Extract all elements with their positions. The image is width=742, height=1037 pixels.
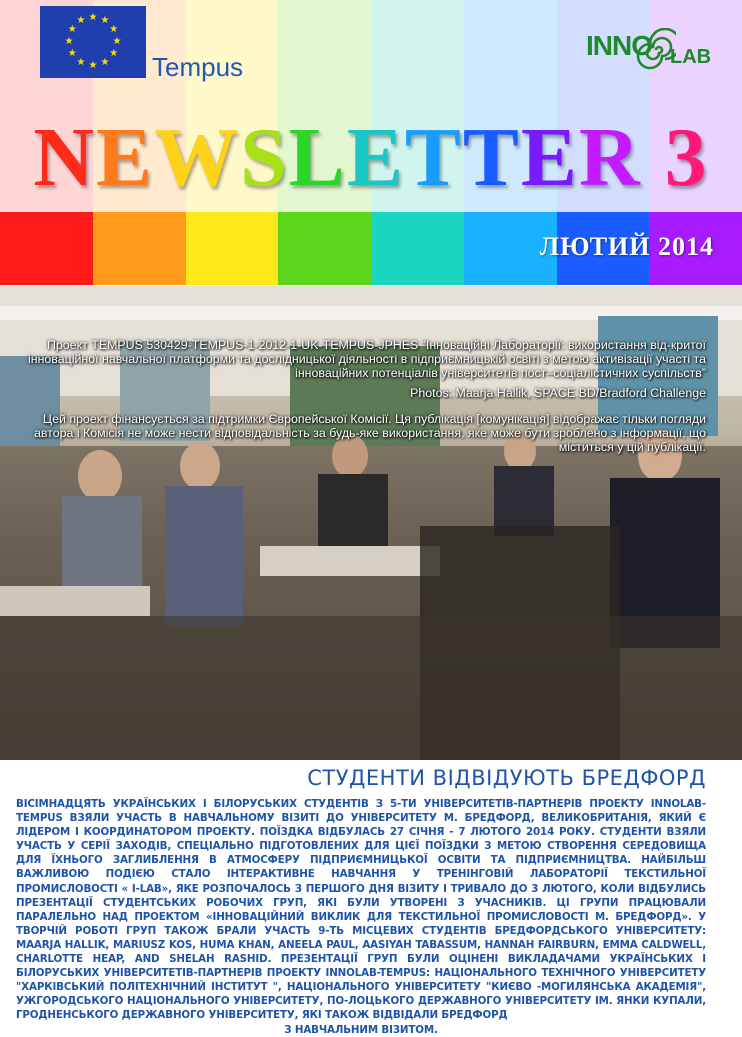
rainbow-stripe-band: [0, 212, 93, 285]
issue-date: ЛЮТИЙ 2014: [539, 232, 714, 261]
innolab-logo-inno: INNO: [586, 30, 652, 61]
title-letter: R: [578, 111, 642, 204]
innolab-logo: [586, 28, 716, 76]
title-letter: T: [404, 111, 463, 204]
eu-star-icon: ★: [88, 12, 98, 23]
rainbow-stripe-band: [186, 212, 279, 285]
eu-star-icon: ★: [100, 15, 110, 27]
person: [165, 486, 243, 626]
eu-star-icon: ★: [88, 60, 98, 71]
eu-star-icon: ★: [76, 56, 86, 68]
tempus-label: Tempus: [152, 52, 244, 82]
rainbow-stripe-band: [278, 212, 371, 285]
title-letter: E: [346, 111, 405, 204]
title-letter: S: [240, 111, 289, 204]
eu-star-icon: ★: [76, 15, 86, 27]
photo-credits: Photos: Maarja Hallik, SPACE BD/Bradford Challenge: [410, 386, 706, 400]
eu-star-icon: ★: [64, 36, 74, 47]
title-letter: E: [96, 111, 155, 204]
title-letter: 3: [664, 111, 709, 204]
title-letter: N: [33, 111, 97, 204]
title-letter: E: [520, 111, 579, 204]
article-title: СТУДЕНТИ ВІДВІДУЮТЬ БРЕДФОРД: [307, 766, 706, 790]
photo-shadow-overlay: [0, 616, 742, 760]
title-letter: W: [154, 111, 241, 204]
eu-star-icon: ★: [100, 56, 110, 68]
person: [78, 450, 122, 502]
eu-star-icon: ★: [109, 24, 119, 35]
person: [318, 474, 388, 554]
project-caption: Проект TEMPUS 530429-TEMPUS-1-2012-1-UK-TEMPUS-JPHES “Інноваційні Лабораторії: використання від-критої інноваційної навчальної платформи та дослідницької діяльності в підприємницькій освіті з метою активізації участі та інноваційних потенціалів університетів пост–соціалістичних суспільств”: [27, 338, 706, 380]
title-letter: [642, 111, 665, 204]
rainbow-stripe-band: [371, 212, 464, 285]
person: [494, 466, 554, 536]
newsletter-title: [0, 110, 742, 205]
article-paragraph: ВІСІМНАДЦЯТЬ УКРАЇНСЬКИХ І БІЛОРУСЬКИХ СТУДЕНТІВ З 5-ТИ УНІВЕРСИТЕТІВ-ПАРТНЕРІВ ПРОЕКТУ INNOLAB-TEMPUS ВЗЯЛИ УЧАСТЬ В НАВЧАЛЬНОМУ ВІЗИТІ ДО УНІВЕРСИТЕТУ М. БРЕДФОРД, ВЕЛИКОБРИТАНІЯ, ЯКИЙ Є ЛІДЕРОМ І КООРДИНАТОРОМ ПРОЕКТУ. ПОЇЗДКА ВІДБУЛАСЬ 27 СІЧНЯ - 7 ЛЮТОГО 2014 РОКУ. СТУДЕНТИ ВЗЯЛИ УЧАСТЬ У СЕРІЇ ЗАХОДІВ, СПЕЦІАЛЬНО ПІДГОТОВЛЕНИХ ДЛЯ ЦІЄЇ ПОЇЗДКИ З МЕТОЮ СТВОРЕННЯ СЕРЕДОВИЩА ДЛЯ ЇХНЬОГО ЗАГЛИБЛЕННЯ В АТМОСФЕРУ ПІДПРИЄМНИЦЬКОЇ ОСВІТИ ТА ПІДПРИЄМНИЦТВА. НАЙБІЛЬШ ВАЖЛИВОЮ ПОДІЄЮ СТАЛО ІНТЕРАКТИВНЕ НАВЧАННЯ У ТРЕНІНГОВІЙ ЛАБОРАТОРІЇ ТЕКСТИЛЬНОЇ ПРОМИСЛОВОСТІ « I-LAB», ЯКЕ РОЗПОЧАЛОСЬ З ПЕРШОГО ДНЯ ВІЗИТУ І ТРИВАЛО ДО 3 ЛЮТОГО, КОЛИ ВІДБУЛИСЬ ПРЕЗЕНТАЦІЇ СТУДЕНТСЬКИХ РОБОЧИХ ГРУП, ЯКІ БУЛИ УТВОРЕНІ З УЧАСНИКІВ. ЦІ ГРУПИ ПРАЦЮВАЛИ ПАРАЛЕЛЬНО НАД ПРОЕКТОМ «ІННОВАЦІЙНИЙ ВИКЛИК ДЛЯ ТЕКСТИЛЬНОЇ ПРОМИСЛОВОСТІ М. БРЕДФОРД». У ТВОРЧІЙ РОБОТІ ГРУП ТАКОЖ БРАЛИ УЧАСТЬ 9-ТЬ МІСЦЕВИХ СТУДЕНТІВ БРЕДФОРДСЬКОГО УНІВЕРСИТЕТУ: MAARJA HALLIK, MARIUSZ KOS, HUMA KHAN, ANEELA PAUL, AASIYAH TABASSUM, HANNAH FAIRBURN, EMMA CALDWELL, CHARLOTTE HEAP, AND SHELAH RASHID. ПРЕЗЕНТАЦІЇ ГРУП БУЛИ ОЦІНЕНІ ВИКЛАДАЧАМИ УКРАЇНСЬКИХ І БІЛОРУСЬКИХ УНІВЕРСИТЕТІВ-ПАРТНЕРІВ ПРОЕКТУ INNOLAB-TEMPUS: НАЦІОНАЛЬНОГО ТЕХНІЧНОГО УНІВЕРСИТЕТУ "ХАРКІВСЬКИЙ ПОЛІТЕХНІЧНИЙ ІНСТИТУТ ", НАЦІОНАЛЬНОГО УНІВЕРСИТЕТУ "КИЄВО -МОГИЛЯНСЬКА АКАДЕМІЯ", УЖГОРОДСЬКОГО НАЦІОНАЛЬНОГО УНІВЕРСИТЕТУ, ПО-ЛОЦЬКОГО ДЕРЖАВНОГО УНІВЕРСИТЕТУ ІМ. ЯНКИ КУПАЛИ, ГРОДНЕНСЬКОГО ДЕРЖАВНОГО УНІВЕРСИТЕТУ, ЯКІ ТАКОЖ ВІДВІДАЛИ БРЕДФОРД: [16, 798, 706, 1022]
title-letter: L: [288, 111, 347, 204]
title-letter: T: [462, 111, 521, 204]
table: [260, 546, 440, 576]
eu-disclaimer: Цей проект фінансується за підтримки Європейської Комісії. Ця публікація [комунікація] відображає тільки погляди автора і Комісія не може нести відповідальність за будь-яке використання, яке може бути зроблено з інформації, що міститься у цій публікації.: [33, 412, 706, 454]
table: [0, 586, 150, 616]
eu-star-icon: ★: [67, 48, 77, 59]
rainbow-stripe-band: [93, 212, 186, 285]
eu-star-icon: ★: [67, 24, 77, 35]
article-body: [16, 797, 706, 1037]
innolab-logo-lab: LAB: [670, 46, 712, 68]
eu-star-icon: ★: [109, 48, 119, 59]
article-last-line: З НАВЧАЛЬНИМ ВІЗИТОМ.: [284, 1023, 438, 1036]
eu-star-icon: ★: [112, 36, 122, 47]
eu-flag-logo: [40, 6, 146, 78]
